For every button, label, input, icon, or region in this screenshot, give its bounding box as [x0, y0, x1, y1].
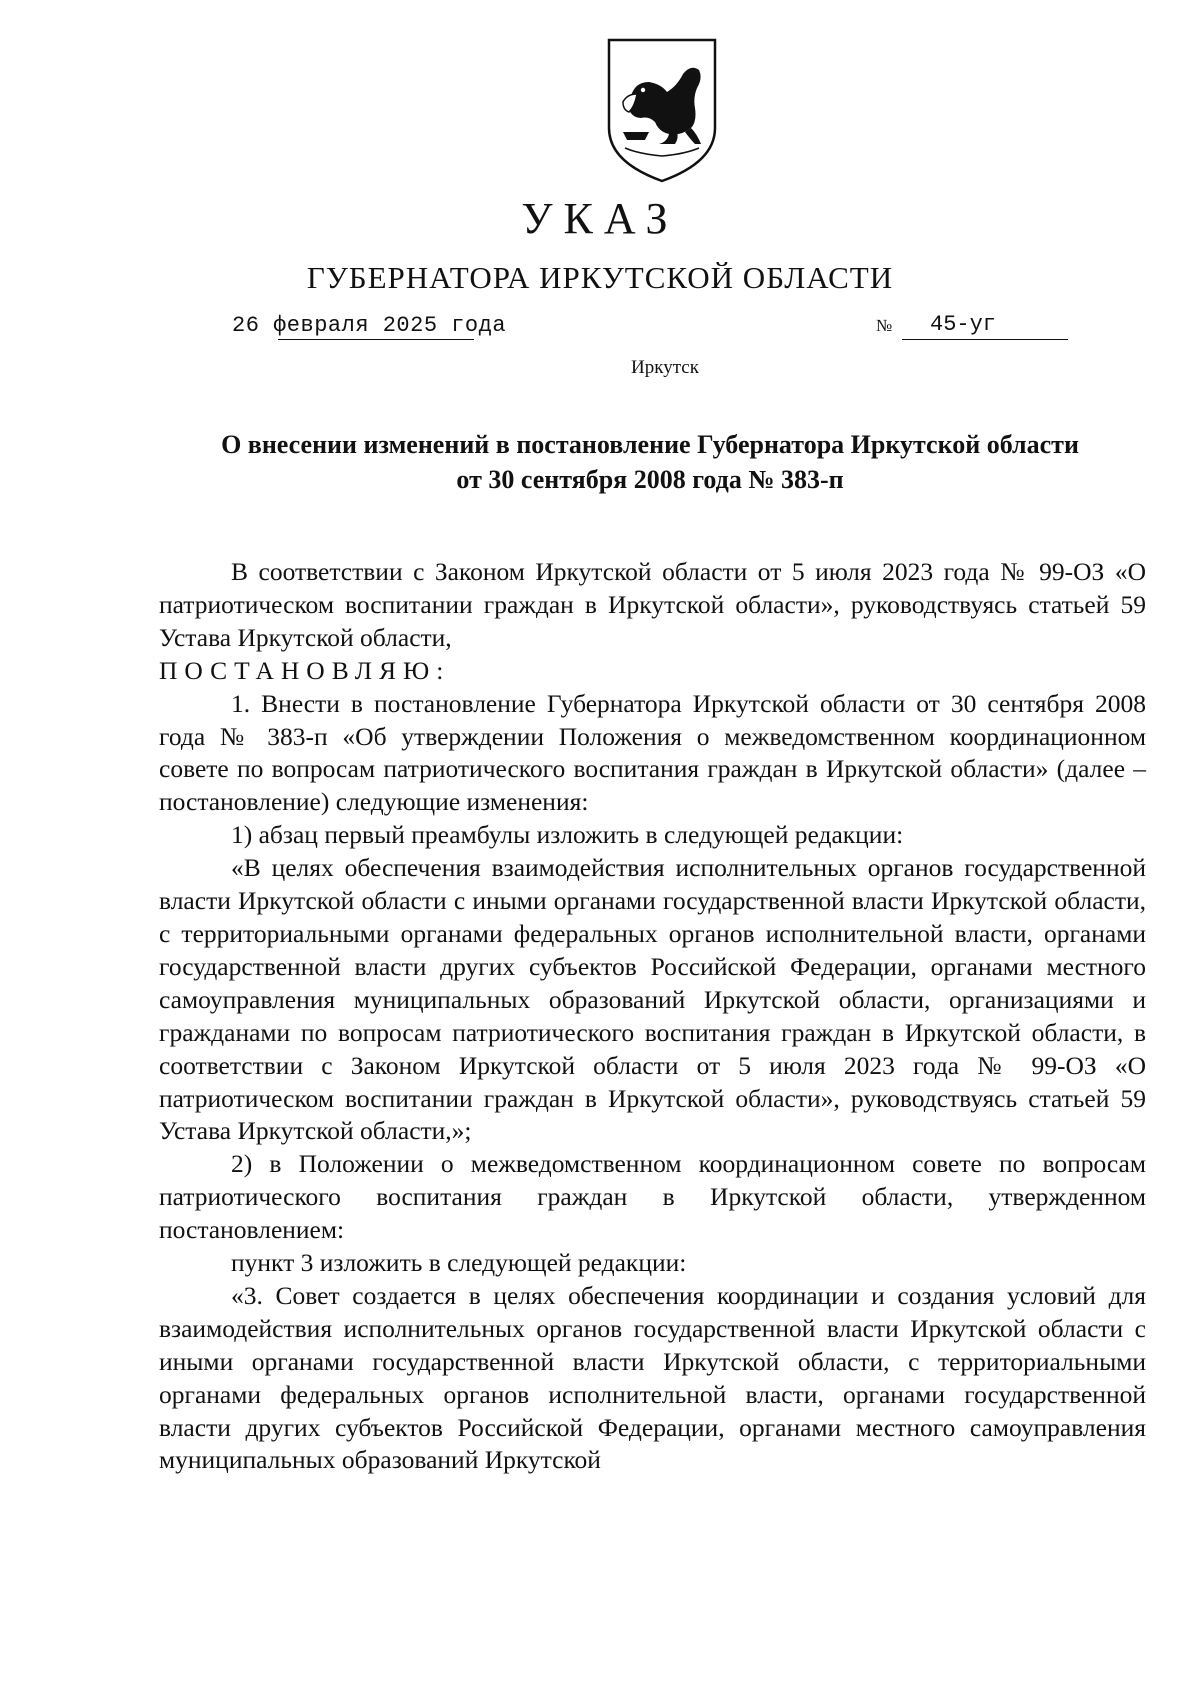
paragraph-point-3-text: «3. Совет создается в целях обеспечения координации и создания условий для взаимодействия исполнительных органов государственной власти Иркутской области с иными органами государственной власти Иркутской области, с территориальными органами федеральных органов исполнительной власти, органами государственной власти других субъектов Российской Федерации, органами местного самоуправления муниципальных образований Иркутской	[159, 1280, 1146, 1475]
decree-word: ПОСТАНОВЛЯЮ:	[159, 655, 451, 685]
paragraph-item-1: 1. Внести в постановление Губернатора Иркутской области от 30 сентября 2008 года № 383-п «Об утверждении Положения о межведомственном координационном совете по вопросам патриотического воспитания граждан в Иркутской области» (далее – постановление) следующие изменения:	[159, 688, 1146, 817]
document-issuer: ГУБЕРНАТОРА ИРКУТСКОЙ ОБЛАСТИ	[306, 260, 894, 295]
date-underline	[278, 339, 474, 340]
document-title: УКАЗ	[521, 194, 679, 243]
heading-line-1: О внесении изменений в постановление Губернатора Иркутской области	[221, 430, 1079, 459]
heading-line-2: от 30 сентября 2008 года № 383-п	[456, 465, 844, 494]
paragraph-point-3-intro: пункт 3 изложить в следующей редакции:	[231, 1248, 687, 1278]
document-body	[159, 556, 1146, 1477]
document-date: 26 февраля 2025 года	[232, 313, 507, 338]
document-heading	[150, 427, 1150, 497]
document-number: 45-уг	[930, 312, 997, 337]
paragraph-subitem-1: 1) абзац первый преамбулы изложить в следующей редакции:	[231, 820, 904, 850]
paragraph-preamble-new-text: «В целях обеспечения взаимодействия исполнительных органов государственной власти Иркутской области с иными органами государственной власти Иркутской области, с территориальными органами федеральных органов исполнительной власти, органами государственной власти других субъектов Российской Федерации, органами местного самоуправления муниципальных образований Иркутской области, организациями и гражданами по вопросам патриотического воспитания граждан в Иркутской области, в соответствии с Законом Иркутской области от 5 июля 2023 года № 99-ОЗ «О патриотическом воспитании граждан в Иркутской области», руководствуясь статьей 59 Устава Иркутской области,»;	[159, 853, 1146, 1146]
paragraph-subitem-2: 2) в Положении о межведомственном координационном совете по вопросам патриотического воспитания граждан в Иркутской области, утвержденном постановлением:	[159, 1149, 1146, 1245]
document-city: Иркутск	[631, 357, 699, 378]
paragraph-preamble: В соответствии с Законом Иркутской области от 5 июля 2023 года № 99-ОЗ «О патриотическом воспитании граждан в Иркутской области», руководствуясь статьей 59 Устава Иркутской области,	[159, 557, 1146, 652]
number-sign: №	[876, 316, 893, 335]
coat-of-arms-icon	[605, 36, 719, 184]
number-underline	[902, 339, 1068, 340]
